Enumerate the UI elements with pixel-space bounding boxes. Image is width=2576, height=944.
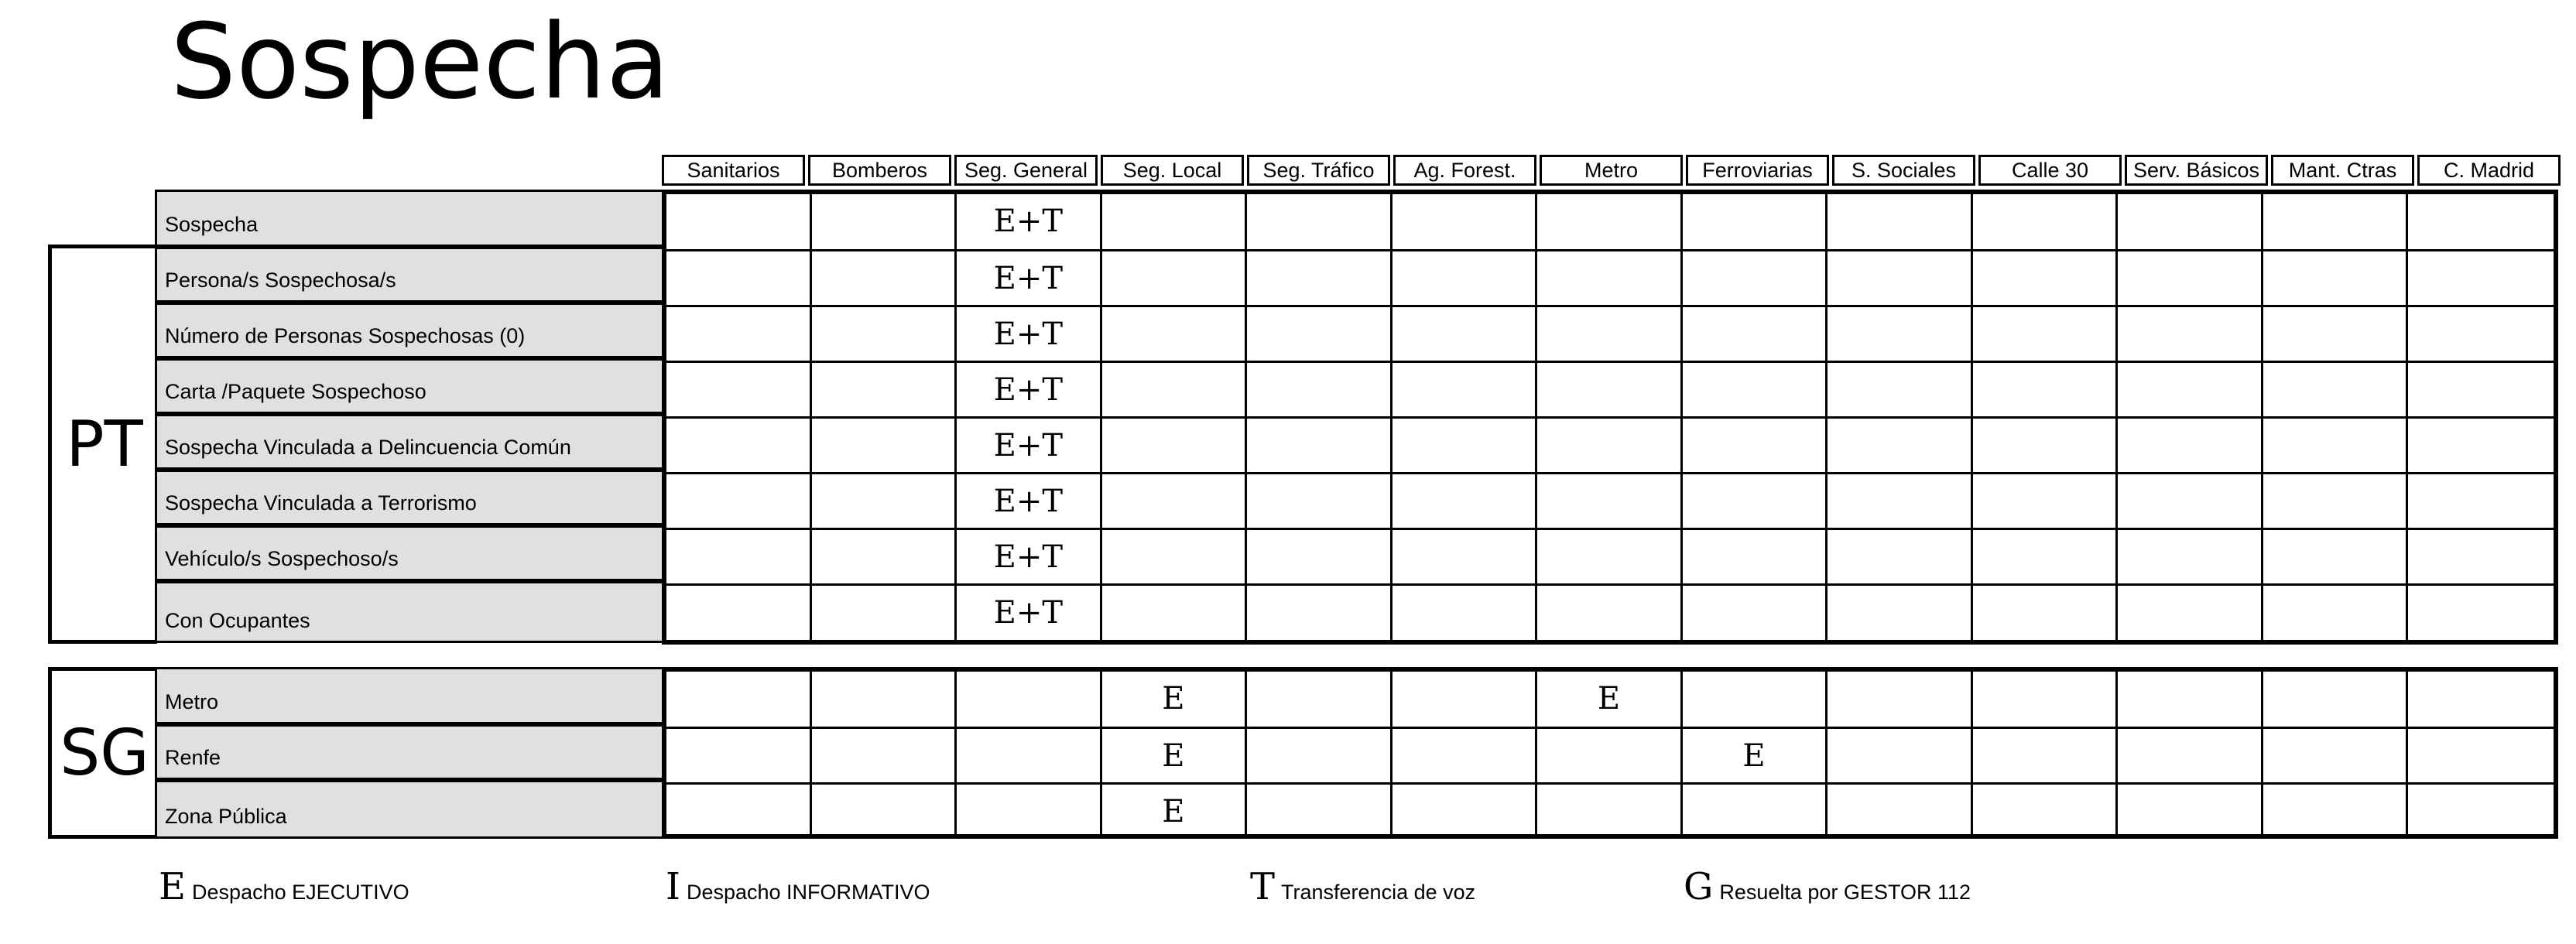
table-cell (812, 474, 957, 530)
group-box-sg (48, 667, 157, 839)
row-label: Sospecha (155, 190, 662, 247)
legend-item-t (1250, 865, 1475, 908)
table-cell (1973, 474, 2119, 530)
table-cell (1392, 307, 1538, 363)
table-cell (2408, 729, 2554, 785)
table-cell (666, 729, 812, 785)
group-label-pt: PT (66, 407, 143, 481)
table-cell (1247, 586, 1392, 640)
table-cell (1247, 419, 1392, 474)
table-cell (2118, 530, 2263, 586)
table-cell (2408, 194, 2554, 251)
table-cell (2118, 363, 2263, 419)
table-cell (2408, 530, 2554, 586)
row-label: Carta /Paquete Sospechoso (155, 358, 662, 414)
response-grid-sg (662, 667, 2558, 839)
table-cell (1537, 785, 1683, 834)
table-cell (1683, 530, 1828, 586)
row-label: Zona Pública (155, 780, 662, 839)
table-cell (1683, 419, 1828, 474)
table-cell (1683, 586, 1828, 640)
legend-key: I (666, 865, 680, 908)
table-cell (2263, 194, 2409, 251)
table-cell (1537, 586, 1683, 640)
table-cell (1537, 474, 1683, 530)
table-cell: E+T (957, 586, 1102, 640)
legend-item-e (159, 865, 409, 908)
row-label: Sospecha Vinculada a Delincuencia Común (155, 414, 662, 470)
table-cell: E+T (957, 251, 1102, 307)
table-cell (1973, 194, 2119, 251)
table-cell (1102, 530, 1248, 586)
column-header-s-sociales: S. Sociales (1832, 155, 1975, 186)
column-header-mant-ctras: Mant. Ctras (2271, 155, 2414, 186)
table-cell (1247, 474, 1392, 530)
legend-item-i (666, 865, 930, 908)
table-cell (666, 194, 812, 251)
table-cell: E+T (957, 474, 1102, 530)
table-cell (1392, 586, 1538, 640)
table-cell (1973, 785, 2119, 834)
table-cell (2263, 729, 2409, 785)
table-cell (1247, 194, 1392, 251)
table-cell (1102, 474, 1248, 530)
table-cell (2263, 307, 2409, 363)
column-header-metro: Metro (1540, 155, 1683, 186)
table-cell (2118, 729, 2263, 785)
legend-text: Despacho INFORMATIVO (686, 881, 930, 904)
table-cell: E+T (957, 419, 1102, 474)
table-cell (957, 672, 1102, 729)
table-cell (2118, 251, 2263, 307)
table-cell (666, 672, 812, 729)
column-header-ag-forest: Ag. Forest. (1393, 155, 1536, 186)
table-cell (1537, 363, 1683, 419)
table-cell (666, 419, 812, 474)
table-cell (1828, 251, 1973, 307)
row-label: Metro (155, 667, 662, 724)
page-title: Sospecha (170, 2, 670, 122)
column-header-calle-30: Calle 30 (1978, 155, 2122, 186)
legend-text: Transferencia de voz (1281, 881, 1476, 904)
table-cell (1392, 672, 1538, 729)
table-cell (957, 729, 1102, 785)
table-cell: E+T (957, 307, 1102, 363)
group-label-sg: SG (60, 716, 149, 790)
table-cell (1537, 419, 1683, 474)
table-cell (1973, 729, 2119, 785)
legend-key: G (1684, 865, 1714, 908)
table-cell (1247, 672, 1392, 729)
table-cell (1247, 363, 1392, 419)
table-cell (666, 586, 812, 640)
table-cell (2408, 419, 2554, 474)
column-header-sanitarios: Sanitarios (662, 155, 805, 186)
table-cell (1392, 729, 1538, 785)
table-cell (2408, 474, 2554, 530)
table-cell (812, 530, 957, 586)
table-cell (1102, 419, 1248, 474)
legend-text: Resuelta por GESTOR 112 (1719, 881, 1971, 904)
table-cell (1102, 194, 1248, 251)
table-cell (1683, 251, 1828, 307)
table-cell (1247, 785, 1392, 834)
table-cell (1683, 363, 1828, 419)
table-cell (1683, 307, 1828, 363)
table-cell (2118, 419, 2263, 474)
row-label: Renfe (155, 724, 662, 780)
legend-item-g (1684, 865, 1971, 908)
table-cell (812, 307, 957, 363)
column-header-row (662, 155, 2561, 189)
table-cell (1392, 530, 1538, 586)
table-cell: E (1102, 672, 1248, 729)
table-cell (812, 785, 957, 834)
table-cell (1828, 530, 1973, 586)
table-cell (1247, 307, 1392, 363)
table-cell (1537, 307, 1683, 363)
table-cell (1102, 586, 1248, 640)
table-cell (1828, 194, 1973, 251)
column-header-seg-trafico: Seg. Tráfico (1247, 155, 1390, 186)
table-cell (1392, 419, 1538, 474)
table-cell (1247, 729, 1392, 785)
table-cell (812, 586, 957, 640)
table-cell (1537, 530, 1683, 586)
group-box-pt (48, 245, 157, 644)
table-cell (2408, 785, 2554, 834)
table-cell (1973, 586, 2119, 640)
table-cell (666, 251, 812, 307)
table-cell (1102, 363, 1248, 419)
table-cell (2118, 785, 2263, 834)
row-label: Persona/s Sospechosa/s (155, 247, 662, 303)
row-label: Sospecha Vinculada a Terrorismo (155, 470, 662, 525)
table-cell (1537, 194, 1683, 251)
table-cell (1973, 419, 2119, 474)
table-cell (2263, 251, 2409, 307)
table-cell (2263, 530, 2409, 586)
table-cell (1392, 474, 1538, 530)
table-cell (2263, 672, 2409, 729)
column-header-serv-basicos: Serv. Básicos (2125, 155, 2268, 186)
table-cell (2118, 586, 2263, 640)
table-cell (1102, 307, 1248, 363)
table-cell (2263, 474, 2409, 530)
table-cell (2408, 363, 2554, 419)
row-label: Número de Personas Sospechosas (0) (155, 303, 662, 358)
table-cell (1247, 530, 1392, 586)
table-cell (1828, 729, 1973, 785)
table-cell: E (1102, 729, 1248, 785)
column-header-c-madrid: C. Madrid (2417, 155, 2561, 186)
column-header-bomberos: Bomberos (808, 155, 951, 186)
table-cell (1102, 251, 1248, 307)
table-cell (1683, 194, 1828, 251)
legend-key: E (159, 865, 187, 908)
table-cell: E+T (957, 530, 1102, 586)
row-label: Vehículo/s Sospechoso/s (155, 525, 662, 581)
table-cell (812, 363, 957, 419)
table-cell (2118, 194, 2263, 251)
table-cell: E (1537, 672, 1683, 729)
table-cell (1828, 785, 1973, 834)
table-cell (1683, 474, 1828, 530)
table-cell (2408, 672, 2554, 729)
table-cell (2263, 785, 2409, 834)
table-cell (812, 419, 957, 474)
table-cell (1392, 194, 1538, 251)
table-cell (2408, 307, 2554, 363)
table-cell (812, 194, 957, 251)
table-cell (2118, 474, 2263, 530)
table-cell (666, 363, 812, 419)
table-cell: E+T (957, 194, 1102, 251)
table-cell (1247, 251, 1392, 307)
table-cell (666, 307, 812, 363)
table-cell (812, 729, 957, 785)
table-cell (1392, 785, 1538, 834)
column-header-seg-local: Seg. Local (1101, 155, 1244, 186)
table-cell (1973, 307, 2119, 363)
table-cell (1973, 530, 2119, 586)
legend-key: T (1250, 865, 1276, 908)
table-cell (1973, 672, 2119, 729)
response-grid-pt (662, 190, 2558, 645)
table-cell (1392, 251, 1538, 307)
table-cell (2263, 586, 2409, 640)
table-cell (1828, 363, 1973, 419)
table-cell (1828, 672, 1973, 729)
table-cell (1828, 307, 1973, 363)
table-cell (1828, 586, 1973, 640)
table-cell (1828, 474, 1973, 530)
column-header-seg-general: Seg. General (954, 155, 1098, 186)
row-label: Con Ocupantes (155, 581, 662, 643)
table-cell (1973, 363, 2119, 419)
table-cell (1392, 363, 1538, 419)
table-cell (812, 251, 957, 307)
table-cell (666, 785, 812, 834)
table-cell: E (1683, 729, 1828, 785)
table-cell (1537, 729, 1683, 785)
table-cell: E+T (957, 363, 1102, 419)
table-cell (1973, 251, 2119, 307)
table-cell (2118, 672, 2263, 729)
column-header-ferroviarias: Ferroviarias (1686, 155, 1829, 186)
table-cell (812, 672, 957, 729)
table-cell (1683, 785, 1828, 834)
table-cell (2118, 307, 2263, 363)
legend-text: Despacho EJECUTIVO (192, 881, 409, 904)
table-cell (1537, 251, 1683, 307)
table-cell (1828, 419, 1973, 474)
table-cell (2408, 586, 2554, 640)
table-cell (666, 530, 812, 586)
table-cell (2263, 363, 2409, 419)
table-cell (2263, 419, 2409, 474)
table-cell (2408, 251, 2554, 307)
table-cell: E (1102, 785, 1248, 834)
table-cell (957, 785, 1102, 834)
table-cell (1683, 672, 1828, 729)
table-cell (666, 474, 812, 530)
